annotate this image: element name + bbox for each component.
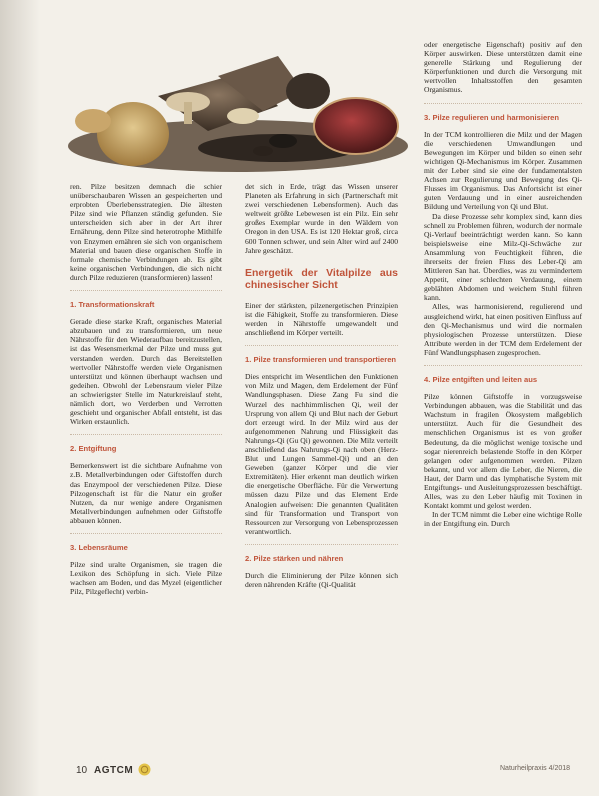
col1-paragraph-2: Bemerkenswert ist die sichtbare Aufnahme von z.B. Metallverbindungen oder Giftstoffen durch das Enzympool der verschiedenen Pilze. Diese Pilzogenschaft ist für die Natur ein großer Nutzen, da nur wenige andere Organismen Metallverbindungen aufnehmen oder Giftstoffe abbauen können. <box>70 461 222 525</box>
photo-black-fungus <box>269 134 297 148</box>
photo-dark-cluster <box>286 73 330 109</box>
photo-black-fungus-2 <box>253 146 273 156</box>
divider <box>70 290 222 291</box>
col2-paragraph-3: Durch die Eliminierung der Pilze können sich deren nährenden Kräfte (Qi-Qualität <box>245 571 398 590</box>
col1-intro: ren. Pilze besitzen demnach die schier unüberschaubaren Wissen an gespeicherten und erprobten Überlebensstrategien. Die ältesten Pilze sind wie Pflanzen ständig gefunden. Sie unterscheiden sich aber in der Art ihrer Ernährung, denn Pilze sind heterotrophe Mithilfe von Enzymen ernähren sie sich von organischem Material und bauen diese organischen Stoffe in formale chemische Verbindungen ab. Es gibt keine organischen Verbindungen, die sich nicht durch Pilze reduzieren (transformieren) lassen! <box>70 182 222 282</box>
photo-light-stem <box>184 102 192 124</box>
agtcm-logo-icon <box>138 763 151 776</box>
divider <box>245 544 398 545</box>
col1-paragraph-3: Pilze sind uralte Organismen, sie tragen die Lexikon des Schöpfung in sich. Viele Pilze wachsen am Boden, und das Myzel (eigentlicher Pilz, Pilzgeflecht) verbin- <box>70 560 222 597</box>
heading-regulieren: 3. Pilze regulieren und harmonisieren <box>424 112 560 122</box>
col3-paragraph-5: In der TCM nimmt die Leber eine wichtige Rolle in der Entgiftung ein. Durch <box>424 510 582 529</box>
col3-paragraph-0: oder energetische Eigenschaft) positiv auf den Körper auswirken. Diese unterstützen damit eine generelle Stärkung und Regulierung der Körperfunktionen und durch die Versorgung mit wertvollen Inhaltsstoffen den gesamten Organismus. <box>424 40 582 95</box>
col3-paragraph-4: Pilze können Giftstoffe in vorzugsweise Verbindungen abbauen, was die Stabilität und das Wachstum in fragilen Ökosystem maßgeblich unterstützt. Auch für die Gesundheit des menschlichen Organismus ist es von großer Bedeutung, da die möglichst wenige toxische und sogar nierenreich belastende Stoffe in den Körper gelangen oder aufgenommen werden. Pilzen bekannt, und vor allem die Leber, die Nieren, die Haut, der Darm und das lymphatische System mit Entgiftungs- und Ausleitungsprozessen beschäftigt. Alles, was zu den Leber häufig mit Toxinen in Kontakt kommt und gelost werden. <box>424 392 582 511</box>
col1-paragraph-1: Gerade diese starke Kraft, organisches Material abzubauen und zu transformieren, um neue Nährstoffe für den Wiederaufbau bereitzustellen, ist das Wesensmerkmal der Pilze und muss gut verstanden werden. Durch das Bereitstellen wertvoller Nährstoffe werden viele Organismen unterstützt und können überhaupt wachsen und gedeihen. Obwohl der Lebensraum vieler Pilze an schwierigster Stelle im Naturkreislauf steht, nämlich dort, wo Verderben und Verrotten geschieht und organischer Abfall entsteht, ist das Wirken erstaunlich. <box>70 317 222 427</box>
magazine-issue: Naturheilpraxis 4/2018 <box>500 765 571 772</box>
heading-staerken: 2. Pilze stärken und nähren <box>245 553 344 563</box>
col3-paragraph-3: Alles, was harmonisierend, regulierend und ausgleichend wirkt, hat einen positiven Einfluss auf den Qi-Mechanismus und wird die normalen physiologischen Prozesse unterstützen. Diese Attribute werden in der TCM dem Erdelement der Fünf Wandlungsphasen zugesprochen. <box>424 302 582 357</box>
col3-paragraph-2: Da diese Prozesse sehr komplex sind, kann dies schnell zu Problemen führen, wodurch der normale Qi-Verlauf beeinträchtigt werden kann. So kann beispielsweise eine Milz-Qi-Schwäche zur Ansammlung von Feuchtigkeit führen, die ihrerseits der freien Fluss des Leber-Qi am Mittleren San hat. Überdies, was zu vermindertem Appetit, einer schlechten Verdauung, einem geblähten Abdomen und weichem Stuhl führen kann. <box>424 211 582 303</box>
col2-paragraph-0: det sich in Erde, trägt das Wissen unserer Planeten als Erfahrung in sich (Partnerschaft mit zwei verschiedenen Lebensformen). Auch das weltweit größte Lebewesen ist ein Pilz. Ein sehr großes Exemplar wurde in den Wäldern von Oregon in den USA. Es ist 120 Hektar groß, circa 600 Tonnen schwer, und sein Alter wird auf 2400 Jahre geschätzt. <box>245 182 398 255</box>
divider <box>70 434 222 435</box>
divider <box>70 533 222 534</box>
col3-paragraph-1: In der TCM kontrollieren die Milz und der Magen die verschiedenen Umwandlungen und Bewegungen im Körper und bilden so einen sehr wichtigen Qi-Mechanismus im Körper. Zusammen mit der Leber sind sie eine der fundamentalsten Achsen zur Regulierung und Bewegung des Qi-Flusses im Organismus. Das Anfortsicht ist einer guten Verdauung und in einer ausreichenden Bildung und Verteilung von Qi und Blut. <box>424 129 582 212</box>
heading-entgiften: 4. Pilze entgiften und leiten aus <box>424 375 538 384</box>
heading-transformationskraft: 1. Transformationskraft <box>70 300 155 310</box>
photo-coral-fungus <box>97 102 169 166</box>
photo-light-mushroom-2 <box>227 108 259 124</box>
divider <box>424 365 582 366</box>
divider <box>245 345 398 346</box>
mushroom-photo-icon <box>38 36 408 181</box>
photo-small-fungus <box>75 109 111 133</box>
col2-paragraph-1: Einer der stärksten, pilzenergetischen Prinzipien ist die Fähigkeit, Stoffe zu transformieren. Diese werden in Nährstoffe umgewandelt und anschließend im Körper verteilt. <box>245 300 398 338</box>
text-column-2 <box>245 182 398 589</box>
page-gutter-shadow <box>0 0 40 796</box>
text-column-1 <box>70 182 222 596</box>
text-column-3 <box>424 40 582 529</box>
heading-transformieren: 1. Pilze transformieren und transportieren <box>245 355 397 365</box>
section-title-energetik: Energetik der Vitalpilze aus chinesischer Sicht <box>245 266 398 291</box>
divider <box>424 103 582 104</box>
page-number: 10 <box>76 765 88 776</box>
heading-entgiftung: 2. Entgiftung <box>70 444 117 454</box>
brand-name: AGTCM <box>94 765 134 776</box>
heading-lebensraeume: 3. Lebensräume <box>70 543 128 552</box>
col2-paragraph-2: Dies entspricht im Wesentlichen den Funktionen von Milz und Magen, dem Erdelement der Fünf Wandlungsphasen. Diese Zang Fu sind die Wurzel des nachhimmlischen Qi, weil der Ursprung von allem Qi und Blut nach der Geburt dort erzeugt wird. In der Milz wird aus der aufgenommenen Nahrung und Flüssigkeit das Nahrungs-Qi (Gu Qi) gewonnen. Die Milz verteilt anschließend das Nahrungs-Qi nach oben (Herz-Blut und Lungen Sammel-Qi) und an den Geweben (ganzer Körper und die vier Extremitäten). Hier erkennt man deutlich wirken die energetische Oberfläche. Für die Verwertung müssen dazu Pilze und das Element Erde Analogien aufweisen: Die genannten Qualitäten sind für Transformation und Transport von Ressourcen zur Versorgung von Lebensprozessen verantwortlich. <box>245 372 398 536</box>
